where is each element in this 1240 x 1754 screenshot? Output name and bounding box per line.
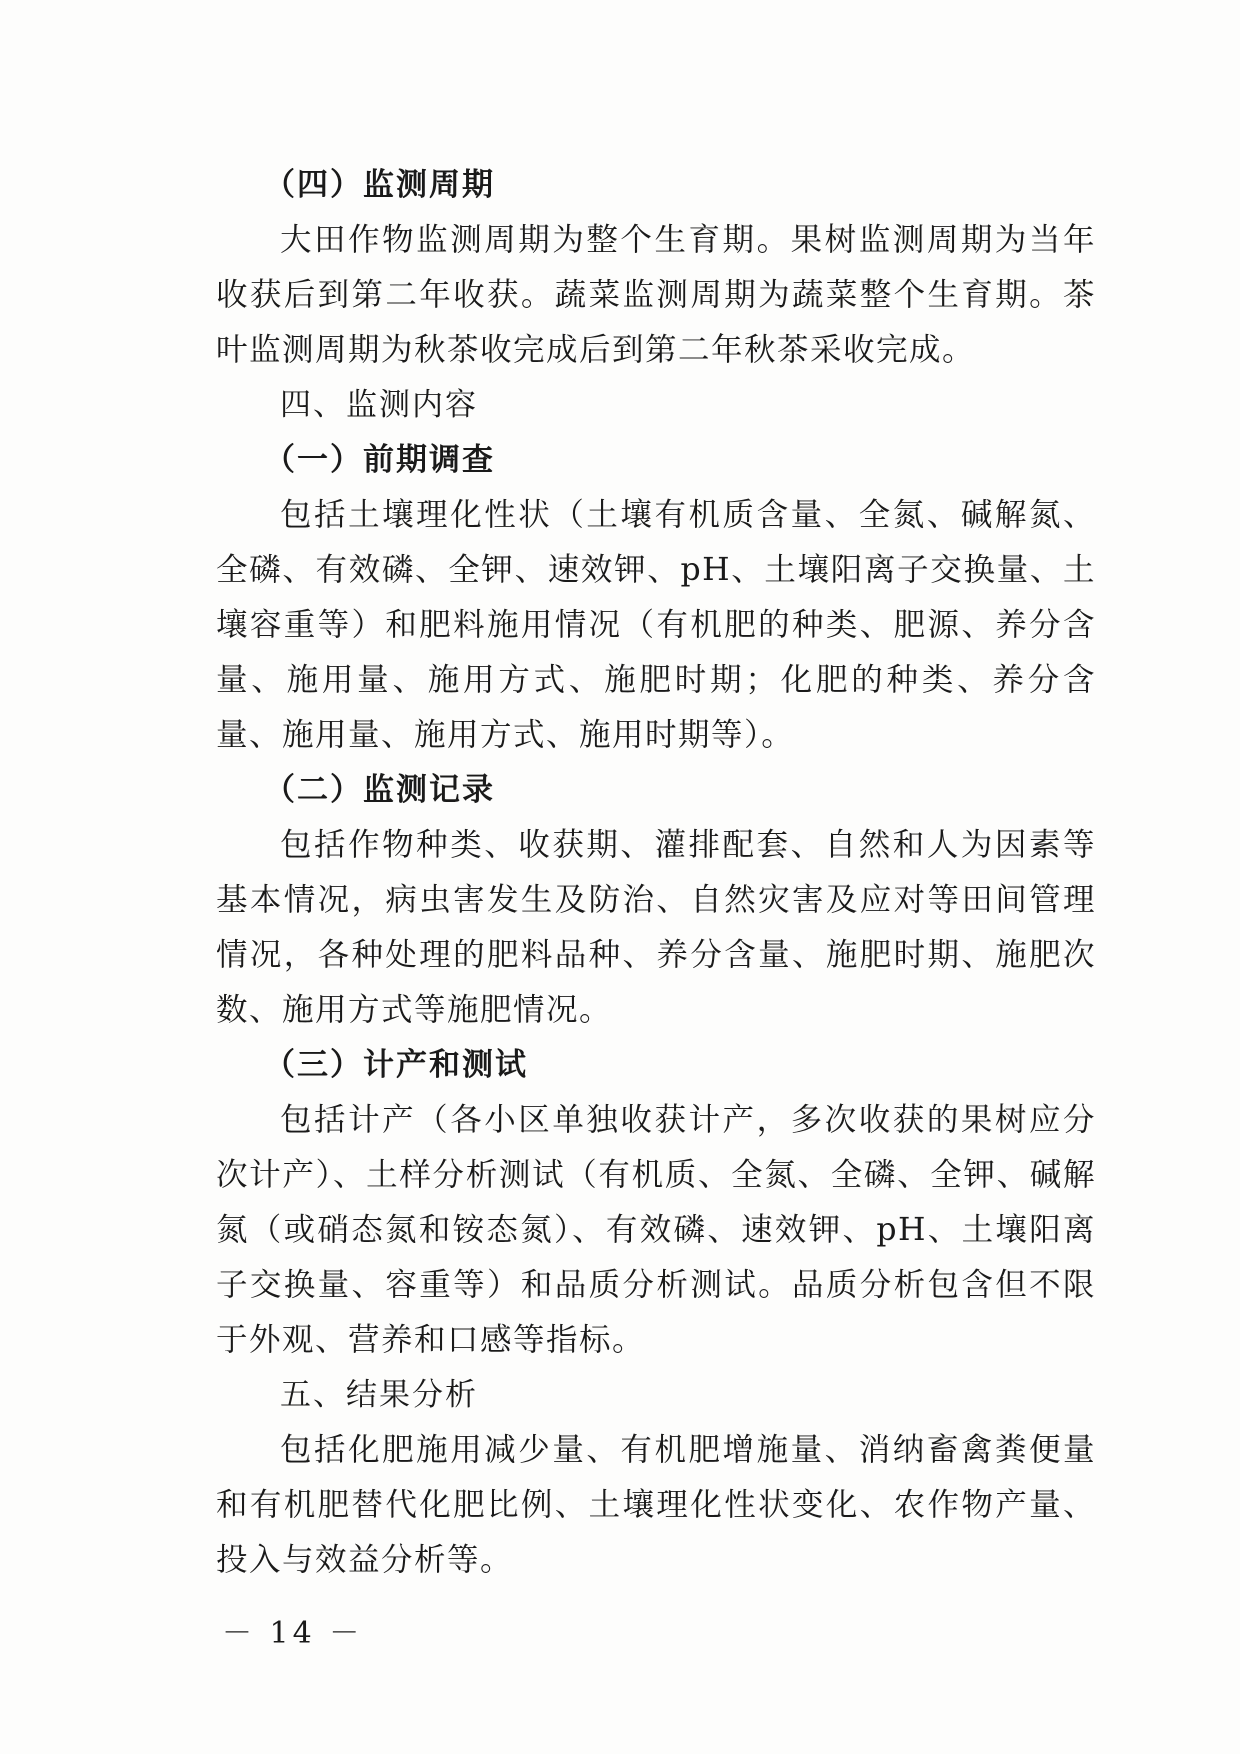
section-heading-yield-and-testing: （三）计产和测试 — [264, 1047, 528, 1083]
document-body — [216, 158, 1096, 1588]
chapter-heading-monitoring-content: 四、监测内容 — [280, 387, 478, 423]
chapter-heading-result-analysis: 五、结果分析 — [280, 1377, 478, 1413]
page-number: － 14 － — [222, 1616, 364, 1651]
section-heading-monitoring-records: （二）监测记录 — [264, 772, 495, 808]
paragraph-preliminary-survey: 包括土壤理化性状（土壤有机质含量、全氮、碱解氮、全磷、有效磷、全钾、速效钾、pH、土壤阳离子交换量、土壤容重等）和肥料施用情况（有机肥的种类、肥源、养分含量、施用量、施用方式、施肥时期；化肥的种类、养分含量、施用量、施用方式、施用时期等）。 — [216, 497, 1096, 753]
section-heading-preliminary-survey: （一）前期调查 — [264, 442, 495, 478]
paragraph-monitoring-records: 包括作物种类、收获期、灌排配套、自然和人为因素等基本情况，病虫害发生及防治、自然灾害及应对等田间管理情况，各种处理的肥料品种、养分含量、施肥时期、施肥次数、施用方式等施肥情况。 — [216, 827, 1096, 1028]
paragraph-yield-and-testing: 包括计产（各小区单独收获计产，多次收获的果树应分次计产）、土样分析测试（有机质、全氮、全磷、全钾、碱解氮（或硝态氮和铵态氮）、有效磷、速效钾、pH、土壤阳离子交换量、容重等）和品质分析测试。品质分析包含但不限于外观、营养和口感等指标。 — [216, 1102, 1096, 1358]
paragraph-result-analysis: 包括化肥施用减少量、有机肥增施量、消纳畜禽粪便量和有机肥替代化肥比例、土壤理化性状变化、农作物产量、投入与效益分析等。 — [216, 1432, 1096, 1578]
section-heading-monitoring-period: （四）监测周期 — [264, 167, 495, 203]
paragraph-monitoring-period: 大田作物监测周期为整个生育期。果树监测周期为当年收获后到第二年收获。蔬菜监测周期为蔬菜整个生育期。茶叶监测周期为秋茶收完成后到第二年秋茶采收完成。 — [216, 222, 1096, 368]
